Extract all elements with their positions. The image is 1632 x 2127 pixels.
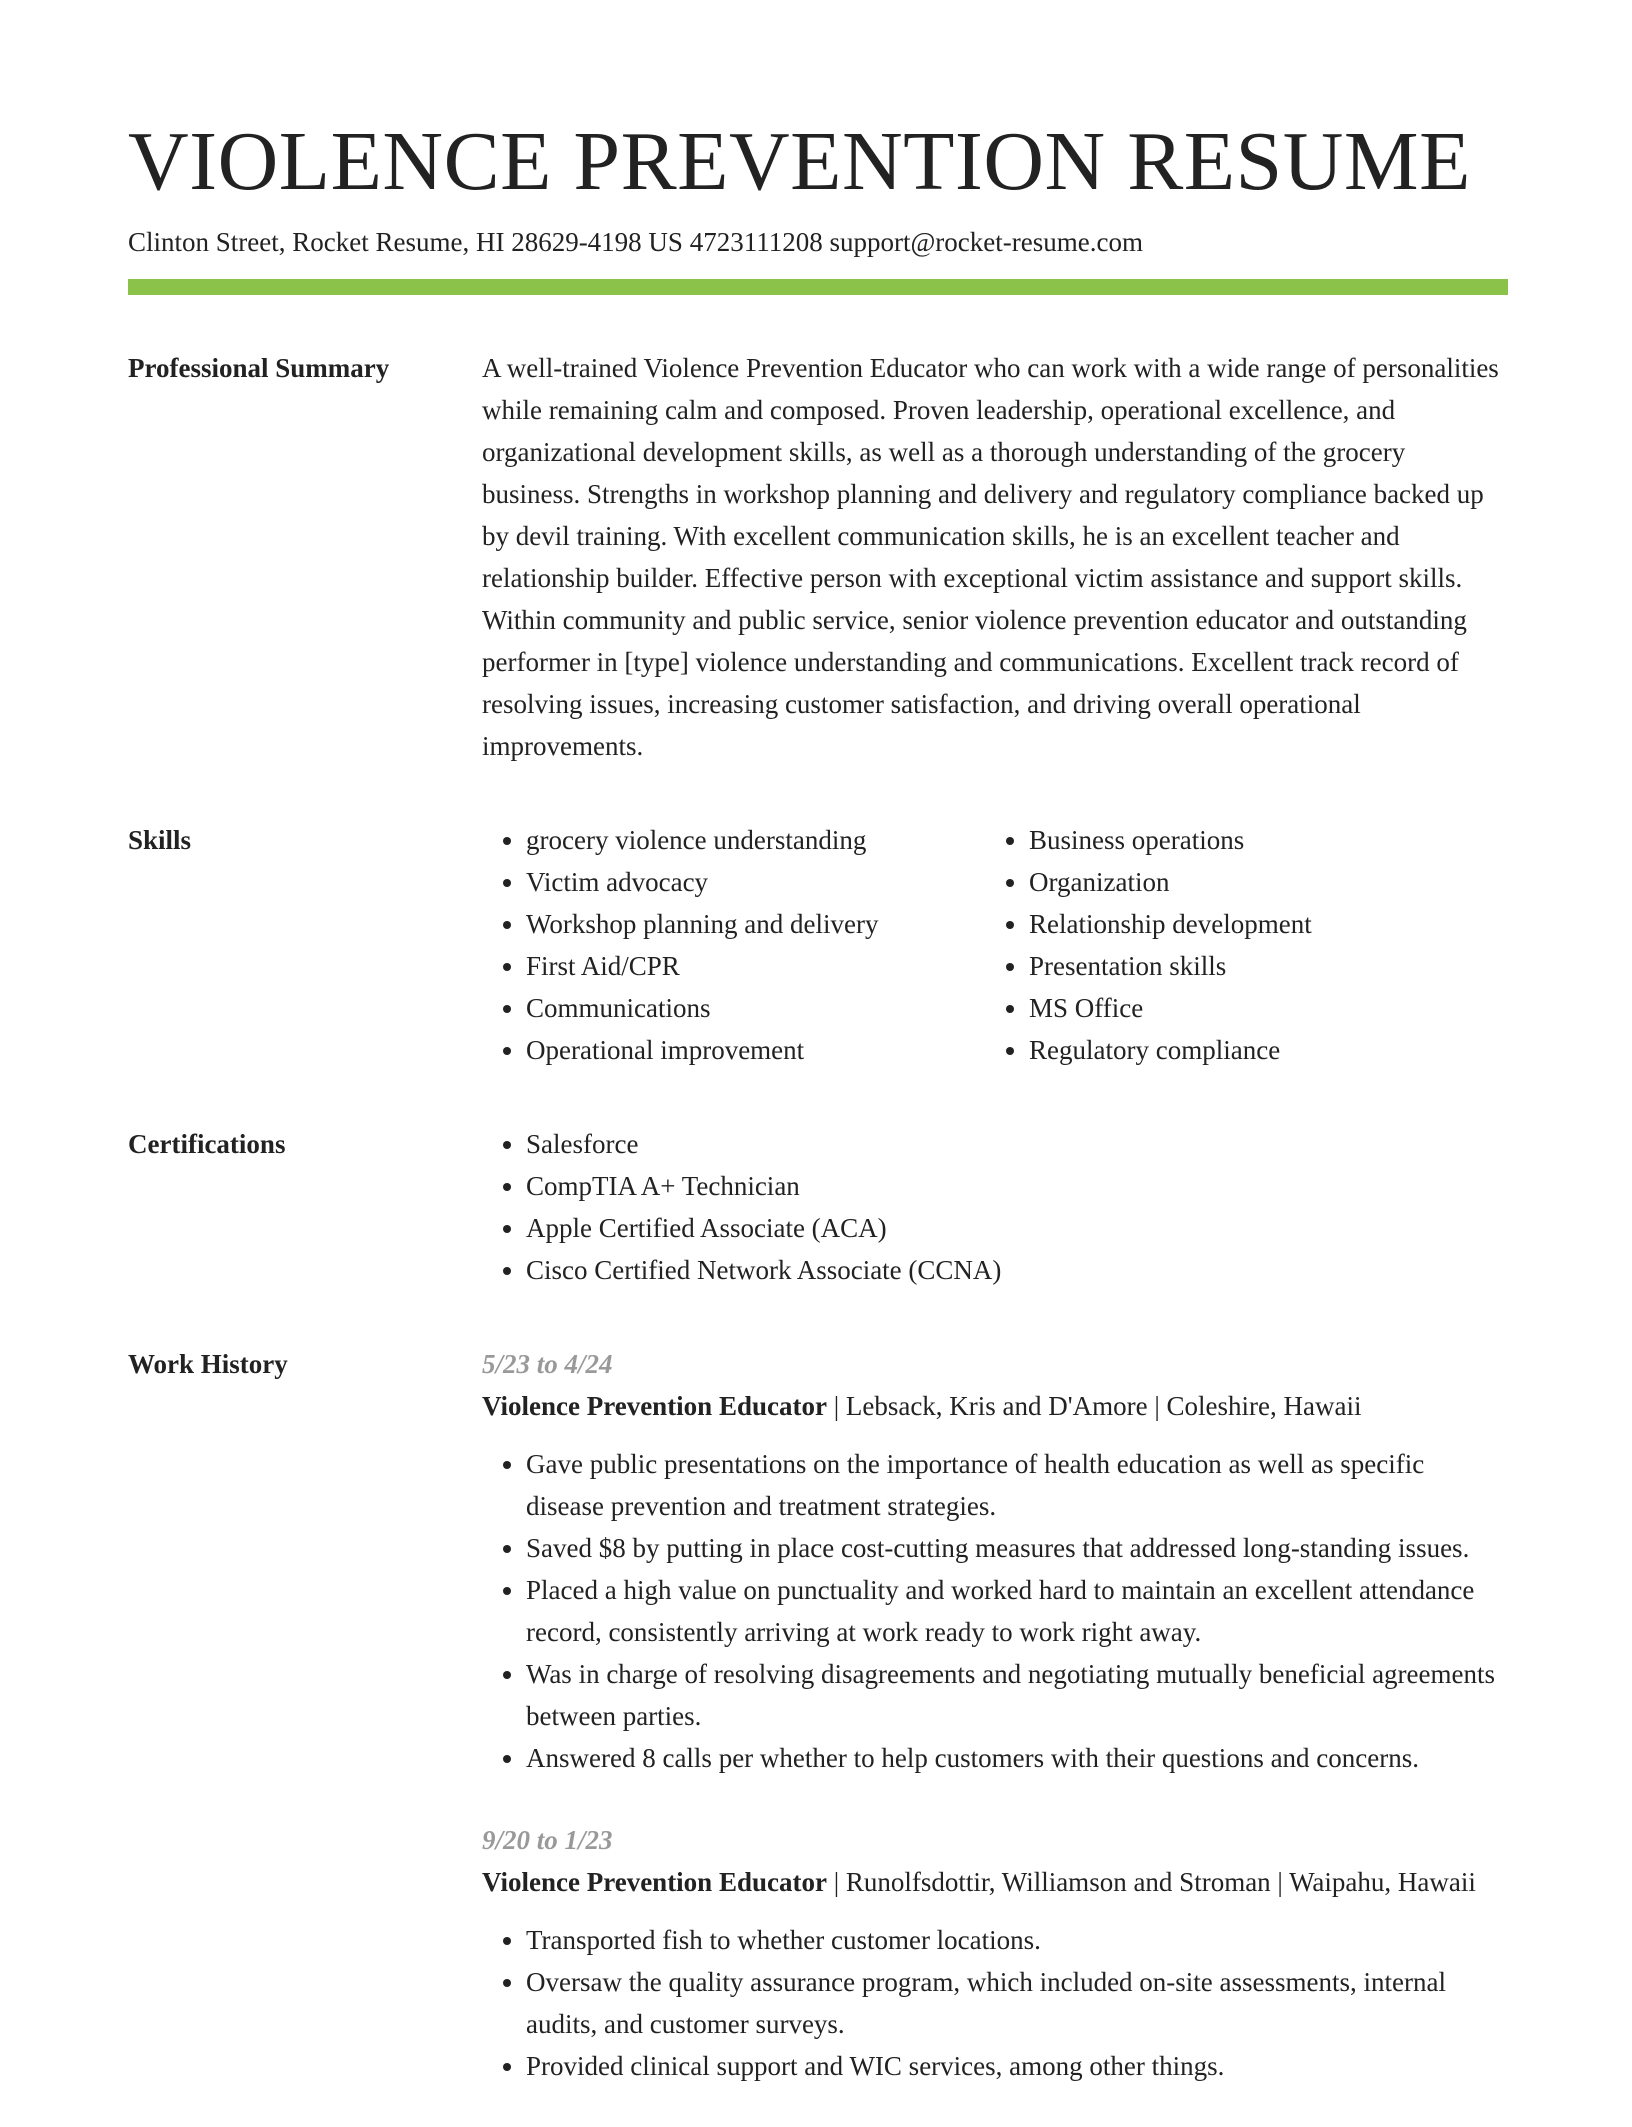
skill-item: • Business operations: [1029, 819, 1508, 861]
header-divider: [128, 279, 1508, 295]
certifications-list: [482, 1123, 1508, 1291]
skill-item: • Relationship development: [1029, 903, 1508, 945]
certifications-section: [128, 1123, 1508, 1291]
job-entry: [482, 1343, 1508, 1779]
job-heading: [482, 1861, 1508, 1903]
skills-list-right: [985, 819, 1508, 1071]
job-title: Violence Prevention Educator: [482, 1390, 827, 1421]
certifications-body: [482, 1123, 1508, 1291]
job-bullet: • Placed a high value on punctuality and worked hard to maintain an excellent attendance record, consistently arriving at work ready to work right away.: [526, 1569, 1508, 1653]
skill-item: • MS Office: [1029, 987, 1508, 1029]
skills-body: [482, 819, 1508, 1071]
work-history-body: [482, 1343, 1508, 2127]
certification-item: • CompTIA A+ Technician: [526, 1165, 1508, 1207]
skills-grid: [482, 819, 1508, 1071]
skill-item: • Regulatory compliance: [1029, 1029, 1508, 1071]
resume-page: [128, 115, 1508, 2127]
skill-item: • First Aid/CPR: [526, 945, 985, 987]
job-title: Violence Prevention Educator: [482, 1866, 827, 1897]
skill-item: • grocery violence understanding: [526, 819, 985, 861]
job-employer-location: | Runolfsdottir, Williamson and Stroman | Waipahu, Hawaii: [826, 1866, 1476, 1897]
work-history-section: [128, 1343, 1508, 2127]
job-bullets: [482, 1443, 1508, 1779]
certification-item: • Apple Certified Associate (ACA): [526, 1207, 1508, 1249]
skill-item: • Organization: [1029, 861, 1508, 903]
job-bullets: [482, 1919, 1508, 2087]
skill-item: • Victim advocacy: [526, 861, 985, 903]
job-employer-location: | Lebsack, Kris and D'Amore | Coleshire, Hawaii: [826, 1390, 1362, 1421]
section-label-skills: Skills: [128, 824, 192, 855]
job-bullet: • Was in charge of resolving disagreements and negotiating mutually beneficial agreements between parties.: [526, 1653, 1508, 1737]
job-bullet: • Gave public presentations on the importance of health education as well as specific disease prevention and treatment strategies.: [526, 1443, 1508, 1527]
job-bullet: • Saved $8 by putting in place cost-cutting measures that addressed long-standing issues.: [526, 1527, 1508, 1569]
section-label-work-history: Work History: [128, 1348, 288, 1379]
certification-item: • Cisco Certified Network Associate (CCNA): [526, 1249, 1508, 1291]
job-bullet: • Answered 8 calls per whether to help customers with their questions and concerns.: [526, 1737, 1508, 1779]
certification-item: • Salesforce: [526, 1123, 1508, 1165]
skill-item: • Communications: [526, 987, 985, 1029]
skill-item: • Presentation skills: [1029, 945, 1508, 987]
summary-text: A well-trained Violence Prevention Educator who can work with a wide range of personalities while remaining calm and composed. Proven leadership, operational excellence, and organizational development skills, as well as a thorough understanding of the grocery business. Strengths in workshop planning and delivery and regulatory compliance backed up by devil training. With excellent communication skills, he is an excellent teacher and relationship builder. Effective person with exceptional victim assistance and support skills. Within community and public service, senior violence prevention educator and outstanding performer in [type] violence understanding and communications. Excellent track record of resolving issues, increasing customer satisfaction, and driving overall operational improvements.: [482, 352, 1499, 761]
skills-section: [128, 819, 1508, 1071]
job-bullet: • Provided clinical support and WIC services, among other things.: [526, 2045, 1508, 2087]
summary-body: [482, 347, 1508, 767]
job-entry: [482, 1819, 1508, 2087]
job-heading: [482, 1385, 1508, 1427]
section-label-summary: Professional Summary: [128, 352, 390, 383]
skills-list-left: [482, 819, 985, 1071]
skill-item: • Operational improvement: [526, 1029, 985, 1071]
job-date: 5/23 to 4/24: [482, 1348, 613, 1379]
job-bullet: • Oversaw the quality assurance program, which included on-site assessments, internal audits, and customer surveys.: [526, 1961, 1508, 2045]
skill-item: • Workshop planning and delivery: [526, 903, 985, 945]
section-label-certifications: Certifications: [128, 1128, 286, 1159]
job-date: 9/20 to 1/23: [482, 1824, 613, 1855]
job-bullet: • Transported fish to whether customer locations.: [526, 1919, 1508, 1961]
page-title: VIOLENCE PREVENTION RESUME: [128, 115, 1471, 208]
summary-section: [128, 347, 1508, 767]
contact-line: Clinton Street, Rocket Resume, HI 28629-4198 US 4723111208 support@rocket-resume.com: [128, 227, 1143, 258]
